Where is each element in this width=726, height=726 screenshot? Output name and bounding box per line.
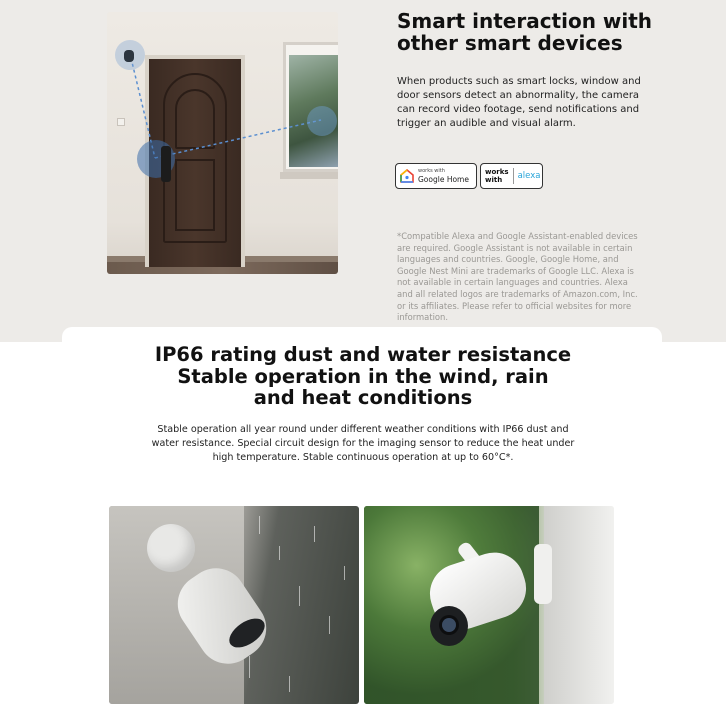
compatibility-disclaimer: *Compatible Alexa and Google Assistant-enabled devices are required. Google Assistant is not available in certain languages and countries. Google, Google Home, and Google Nest Mini are trademarks of Google LLC. Alexa is not available in certain languages and countries. Alexa and all related logos are trademarks of Amazon.com, Inc. or its affiliates. Please refer to official websites for more information. [397,231,638,323]
camera-icon [124,50,134,62]
rain-drop [314,526,315,542]
google-home-icon [400,169,414,183]
smart-lock-icon [161,146,171,182]
rain-drop [259,516,260,534]
light-switch [117,118,125,126]
badge-google-line2: Google Home [418,175,469,184]
ip66-title-line1: IP66 rating dust and water resistance [154,343,572,366]
ip66-title-line3: and heat conditions [253,386,473,409]
works-with-alexa-badge [480,163,543,189]
rain-drop [289,676,290,692]
window-sensor-signal-node [307,106,337,136]
ip66-title [120,344,606,409]
camera-mount [147,524,195,572]
rain-drop [329,616,330,634]
camera-lens [442,618,456,632]
white-wall [544,506,614,704]
rain-drop [344,566,345,580]
camera-in-garden-photo [364,506,614,704]
badge-alexa-line1: works [485,168,509,176]
smart-interaction-title: Smart interaction with other smart devices [397,9,653,55]
camera-in-rain-photo [109,506,359,704]
badge-google-line1: works with [418,168,445,174]
works-with-google-home-badge [395,163,477,189]
camera-mount [534,544,552,604]
smart-interaction-description: When products such as smart locks, window and door sensors detect an abnormality, the camera can record video footage, send notifications and trigger an audible and visual alarm. [397,76,641,129]
badge-alexa-line2: with [485,176,503,184]
rain-drop [249,656,250,678]
alexa-logo: alexa [517,171,541,181]
ip66-title-line2: Stable operation in the wind, rain [177,364,549,388]
rain-drop [299,586,300,606]
rain-drop [279,546,280,560]
door-smart-devices-photo [107,12,338,274]
ip66-description: Stable operation all year round under different weather conditions with IP66 dust and water resistance. Special circuit design for the imaging sensor to reduce the heat under high temperature. Stable continuous operation at up to 60°C*. [151,424,575,463]
